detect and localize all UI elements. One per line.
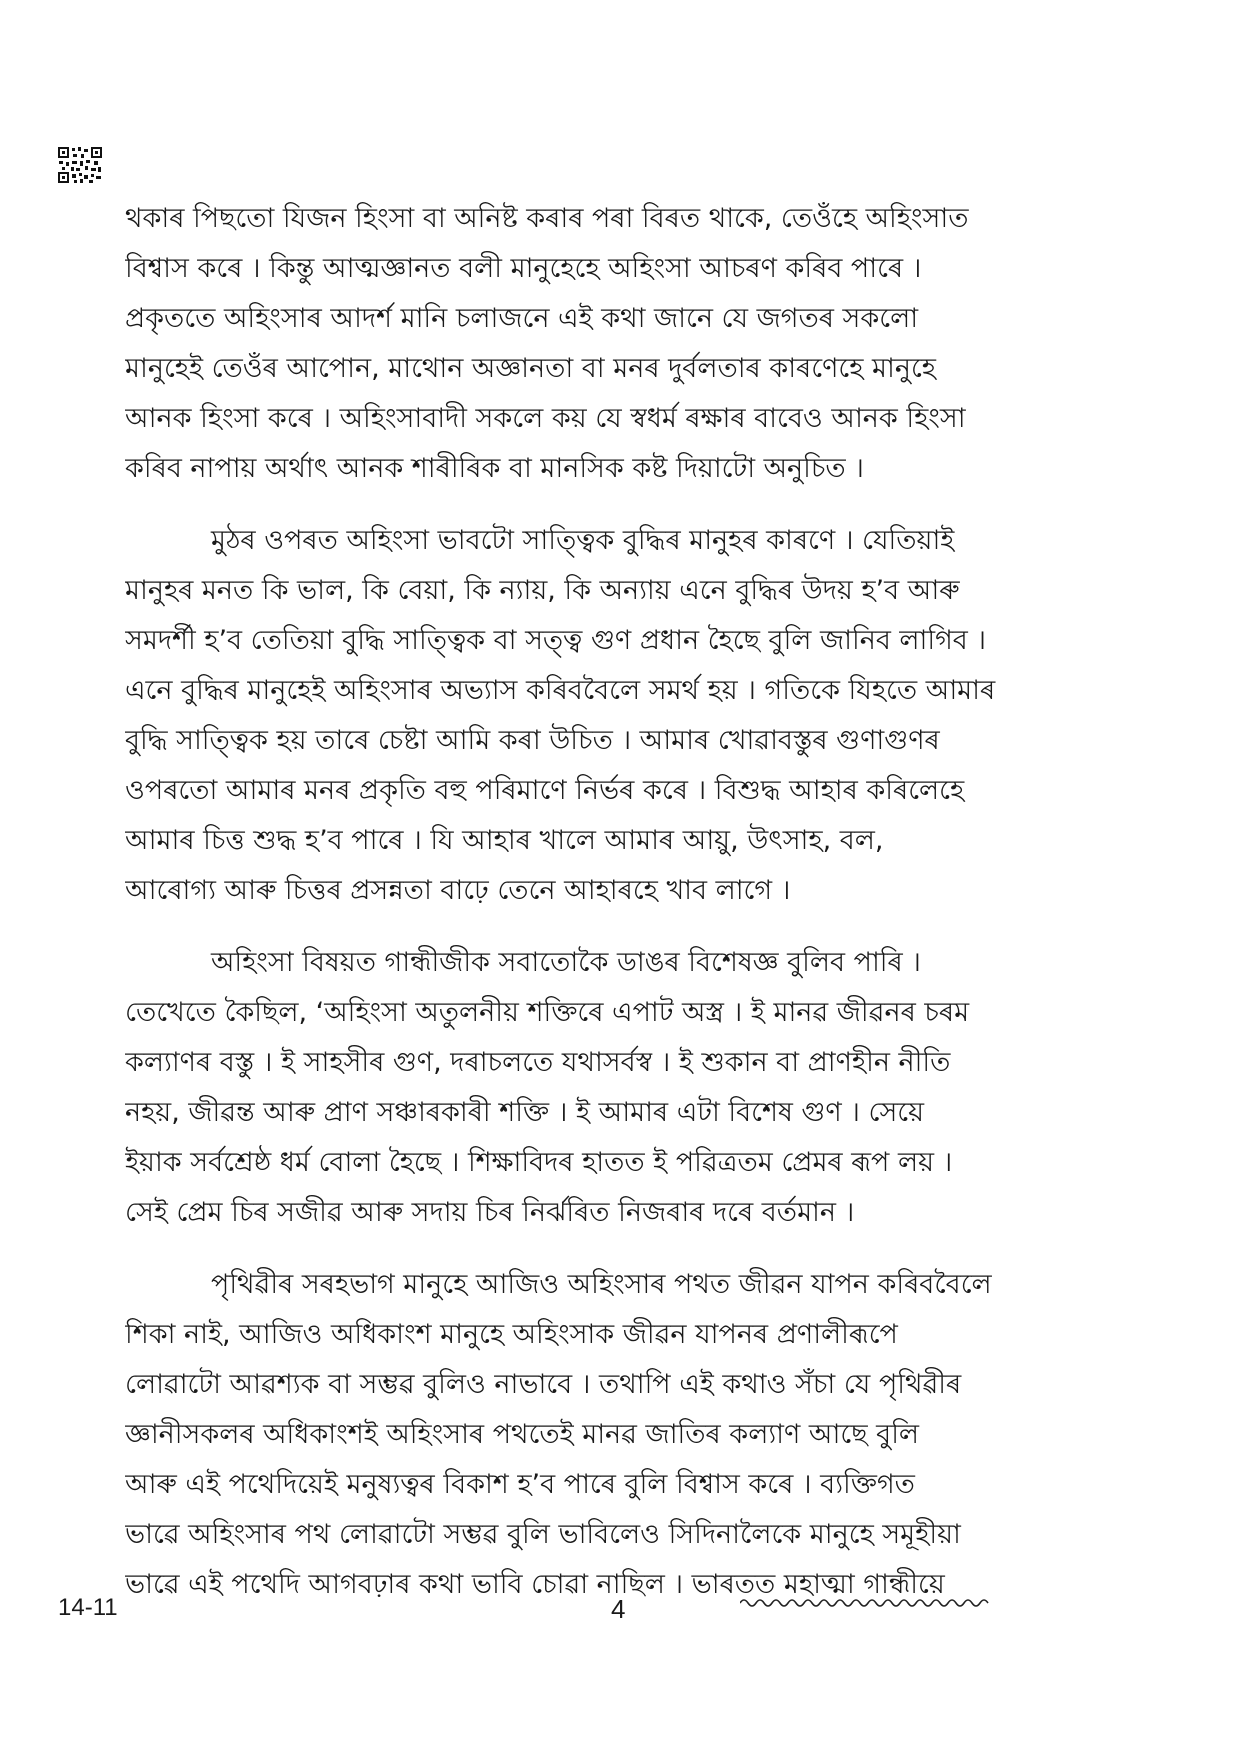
text-line: আৰু এই পথেদিয়েই মনুষ্যত্বৰ বিকাশ হ’ব পাৰে বুলি বিশ্বাস কৰে । ব্যক্তিগত bbox=[125, 1469, 915, 1500]
text-line: প্ৰকৃততে অহিংসাৰ আদৰ্শ মানি চলাজনে এই কথা জানে যে জগতৰ সকলো bbox=[125, 303, 919, 334]
text-line: থকাৰ পিছতো যিজন হিংসা বা অনিষ্ট কৰাৰ পৰা বিৰত থাকে, তেওঁহে অহিংসাত bbox=[125, 203, 969, 234]
text-line: সমদৰ্শী হ’ব তেতিয়া বুদ্ধি সাত্ত্বিক বা সত্ত্ব গুণ প্ৰধান হৈছে বুলি জানিব লাগিব । bbox=[125, 625, 987, 656]
text-line: শিকা নাই, আজিও অধিকাংশ মানুহে অহিংসাক জীৱন যাপনৰ প্ৰণালীৰূপে bbox=[125, 1319, 898, 1350]
text-line: ভাৱে এই পথেদি আগবঢ়াৰ কথা ভাবি চোৱা নাছিল । ভাৰতত মহাত্মা গান্ধীয়ে bbox=[125, 1569, 945, 1600]
text-line: আমাৰ চিত্ত শুদ্ধ হ’ব পাৰে । যি আহাৰ খালে আমাৰ আয়ু, উৎসাহ, বল, bbox=[125, 825, 884, 856]
text-line: ওপৰতো আমাৰ মনৰ প্ৰকৃতি বহু পৰিমাণে নিৰ্ভৰ কৰে । বিশুদ্ধ আহাৰ কৰিলেহে bbox=[125, 775, 965, 806]
paragraph-3 bbox=[125, 938, 1110, 1238]
footer-code: 14-11 bbox=[58, 1594, 118, 1621]
text-line: ভাৱে অহিংসাৰ পথ লোৱাটো সম্ভৱ বুলি ভাবিলেও সিদিনালৈকে মানুহে সমূহীয়া bbox=[125, 1519, 961, 1550]
paragraph-2 bbox=[125, 516, 1110, 916]
text-line: লোৱাটো আৱশ্যক বা সম্ভৱ বুলিও নাভাবে । তথাপি এই কথাও সঁচা যে পৃথিৱীৰ bbox=[125, 1369, 962, 1400]
text-line: অহিংসা বিষয়ত গান্ধীজীক সবাতোকৈ ডাঙৰ বিশেষজ্ঞ বুলিব পাৰি । bbox=[211, 947, 921, 978]
text-line: সেই প্ৰেম চিৰ সজীৱ আৰু সদায় চিৰ নিৰ্ঝৰিত নিজৰাৰ দৰে বৰ্তমান । bbox=[125, 1197, 855, 1228]
text-line: আৰোগ্য আৰু চিত্তৰ প্ৰসন্নতা বাঢ়ে তেনে আহাৰহে খাব লাগে । bbox=[125, 875, 791, 906]
text-line: মানুহৰ মনত কি ভাল, কি বেয়া, কি ন্যায়, কি অন্যায় এনে বুদ্ধিৰ উদয় হ’ব আৰু bbox=[125, 575, 960, 606]
text-line: এনে বুদ্ধিৰ মানুহেই অহিংসাৰ অভ্যাস কৰিববৈলে সমৰ্থ হয় । গতিকে যিহতে আমাৰ bbox=[125, 675, 996, 706]
text-line: জ্ঞানীসকলৰ অধিকাংশই অহিংসাৰ পথতেই মানৱ জাতিৰ কল্যাণ আছে বুলি bbox=[125, 1419, 920, 1450]
text-line: মুঠৰ ওপৰত অহিংসা ভাবটো সাত্ত্বিক বুদ্ধিৰ মানুহৰ কাৰণে । যেতিয়াই bbox=[211, 525, 955, 556]
qr-code-icon bbox=[57, 146, 103, 184]
text-line: ইয়াক সৰ্বশ্ৰেষ্ঠ ধৰ্ম বোলা হৈছে । শিক্ষাবিদৰ হাতত ই পৱিত্ৰতম প্ৰেমৰ ৰূপ লয় । bbox=[125, 1147, 953, 1178]
text-line: মানুহেই তেওঁৰ আপোন, মাথোন অজ্ঞানতা বা মনৰ দুৰ্বলতাৰ কাৰণেহে মানুহে bbox=[125, 353, 936, 384]
text-line: তেখেতে কৈছিল, ‘অহিংসা অতুলনীয় শক্তিৰে এপাট অস্ত্ৰ । ই মানৱ জীৱনৰ চৰম bbox=[125, 997, 970, 1028]
text-line: বুদ্ধি সাত্ত্বিক হয় তাৰে চেষ্টা আমি কৰা উচিত । আমাৰ খোৱাবস্তুৰ গুণাগুণৰ bbox=[125, 725, 940, 756]
page-number: 4 bbox=[611, 1594, 626, 1624]
paragraph-4 bbox=[125, 1260, 1110, 1610]
text-line: নহয়, জীৱন্ত আৰু প্ৰাণ সঞ্চাৰকাৰী শক্তি । ই আমাৰ এটা বিশেষ গুণ । সেয়ে bbox=[125, 1097, 925, 1128]
wavy-line-icon bbox=[740, 1595, 990, 1611]
text-line: কৰিব নাপায় অৰ্থাৎ আনক শাৰীৰিক বা মানসিক কষ্ট দিয়াটো অনুচিত । bbox=[125, 453, 864, 484]
paragraph-1 bbox=[125, 194, 1110, 494]
page-body bbox=[125, 194, 1110, 1632]
text-line: বিশ্বাস কৰে । কিন্তু আত্মজ্ঞানত বলী মানুহেহে অহিংসা আচৰণ কৰিব পাৰে । bbox=[125, 253, 922, 284]
text-line: কল্যাণৰ বস্তু । ই সাহসীৰ গুণ, দৰাচলতে যথাসৰ্বস্ব । ই শুকান বা প্ৰাণহীন নীতি bbox=[125, 1047, 951, 1078]
text-line: পৃথিৱীৰ সৰহভাগ মানুহে আজিও অহিংসাৰ পথত জীৱন যাপন কৰিববৈলে bbox=[211, 1269, 992, 1300]
text-line: আনক হিংসা কৰে । অহিংসাবাদী সকলে কয় যে স্বধৰ্ম ৰক্ষাৰ বাবেও আনক হিংসা bbox=[125, 403, 966, 434]
